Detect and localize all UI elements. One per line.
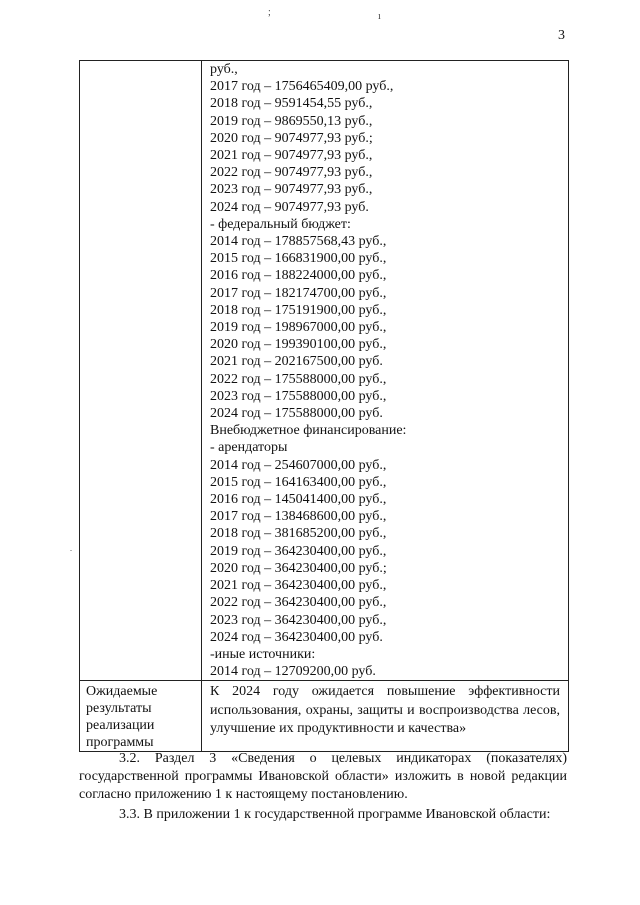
financing-line: 2019 год – 9869550,13 руб., bbox=[210, 113, 373, 129]
financing-line: 2024 год – 364230400,00 руб. bbox=[210, 629, 383, 645]
financing-line: руб., bbox=[210, 62, 238, 77]
financing-line: 2018 год – 9591454,55 руб., bbox=[210, 96, 373, 112]
financing-lines bbox=[210, 61, 564, 680]
financing-line: 2021 год – 364230400,00 руб., bbox=[210, 578, 387, 594]
financing-line: 2022 год – 175588000,00 руб., bbox=[210, 371, 387, 387]
financing-line: - федеральный бюджет: bbox=[210, 216, 351, 232]
financing-line: 2014 год – 178857568,43 руб., bbox=[210, 234, 387, 250]
financing-line: Внебюджетное финансирование: bbox=[210, 423, 407, 439]
scan-artifact-mark: ; bbox=[268, 7, 271, 18]
financing-line: 2014 год – 254607000,00 руб., bbox=[210, 457, 387, 473]
financing-line: 2015 год – 166831900,00 руб., bbox=[210, 251, 387, 267]
financing-line: 2023 год – 364230400,00 руб., bbox=[210, 612, 387, 628]
financing-line: -иные источники: bbox=[210, 646, 316, 662]
financing-line: 2019 год – 198967000,00 руб., bbox=[210, 320, 387, 336]
financing-line: 2017 год – 182174700,00 руб., bbox=[210, 285, 387, 301]
financing-line: 2024 год – 175588000,00 руб. bbox=[210, 406, 383, 422]
paragraph-3-2-text: 3.2. Раздел 3 «Сведения о целевых индикаторах (показателях) государственной программы Ивановской области» изложить в новой редакции согласно приложению 1 к настоящему постановлению. bbox=[79, 751, 567, 803]
financing-line: 2016 год – 145041400,00 руб., bbox=[210, 492, 387, 508]
program-passport-table bbox=[79, 60, 569, 752]
financing-line: 2018 год – 381685200,00 руб., bbox=[210, 526, 387, 542]
paragraph-3-3-text: 3.3. В приложении 1 к государственной программе Ивановской области: bbox=[119, 807, 551, 822]
table-row-financing bbox=[80, 61, 569, 681]
table-cell-empty-label bbox=[80, 61, 202, 681]
financing-line: 2014 год – 12709200,00 руб. bbox=[210, 664, 376, 680]
financing-line: - арендаторы bbox=[210, 440, 288, 456]
financing-line: 2018 год – 175191900,00 руб., bbox=[210, 302, 387, 318]
financing-line: 2020 год – 9074977,93 руб.; bbox=[210, 130, 373, 146]
financing-line: 2017 год – 1756465409,00 руб., bbox=[210, 79, 394, 95]
financing-line: 2022 год – 364230400,00 руб., bbox=[210, 595, 387, 611]
paragraph-3-3 bbox=[79, 806, 567, 824]
page-number: 3 bbox=[558, 28, 565, 43]
paragraph-3-2 bbox=[79, 750, 567, 805]
scan-artifact-mark: . bbox=[70, 544, 72, 553]
financing-line: 2022 год – 9074977,93 руб., bbox=[210, 165, 373, 181]
financing-line: 2017 год – 138468600,00 руб., bbox=[210, 509, 387, 525]
financing-line: 2024 год – 9074977,93 руб. bbox=[210, 199, 369, 215]
financing-line: 2020 год – 364230400,00 руб.; bbox=[210, 560, 387, 576]
financing-line: 2023 год – 9074977,93 руб., bbox=[210, 182, 373, 198]
table-cell-financing bbox=[202, 61, 569, 681]
expected-results-label: Ожидаемые результаты реализации программы bbox=[80, 681, 202, 752]
table-row-expected-results bbox=[80, 681, 569, 752]
financing-line: 2023 год – 175588000,00 руб., bbox=[210, 388, 387, 404]
scan-artifact-mark: ı bbox=[378, 11, 381, 22]
expected-results-text: К 2024 году ожидается повышение эффективности использования, охраны, защиты и воспроизводства лесов, улучшение их продуктивности и качества» bbox=[202, 681, 569, 752]
financing-line: 2019 год – 364230400,00 руб., bbox=[210, 543, 387, 559]
financing-line: 2020 год – 199390100,00 руб., bbox=[210, 337, 387, 353]
financing-line: 2015 год – 164163400,00 руб., bbox=[210, 474, 387, 490]
financing-line: 2021 год – 9074977,93 руб., bbox=[210, 148, 373, 164]
financing-line: 2021 год – 202167500,00 руб. bbox=[210, 354, 383, 370]
financing-line: 2016 год – 188224000,00 руб., bbox=[210, 268, 387, 284]
